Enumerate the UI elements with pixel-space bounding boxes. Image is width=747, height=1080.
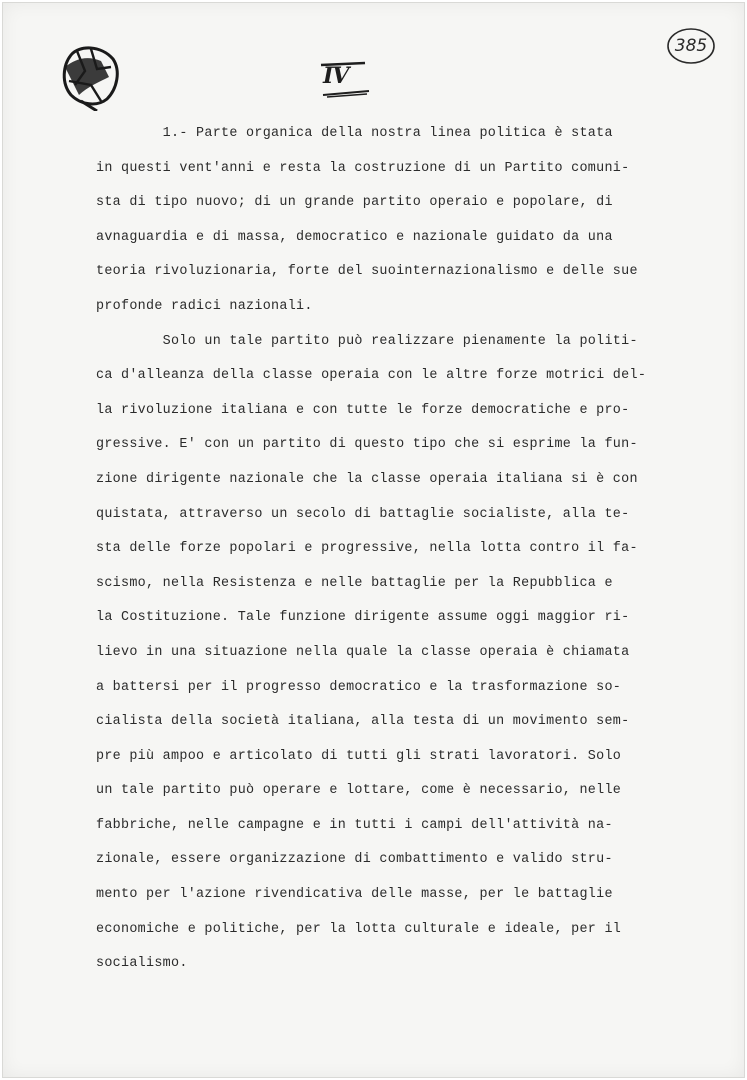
text-line: zione dirigente nazionale che la classe operaia italiana si è con	[96, 471, 638, 487]
paragraph-1	[96, 123, 696, 331]
text-line: Solo un tale partito può realizzare pienamente la politi-	[96, 333, 638, 349]
text-line: sta delle forze popolari e progressive, nella lotta contro il fa-	[96, 541, 638, 557]
text-line: quistata, attraverso un secolo di battaglie socialiste, alla te-	[96, 506, 630, 522]
text-line: sta di tipo nuovo; di un grande partito operaio e popolare, di	[96, 195, 613, 211]
text-line: lievo in una situazione nella quale la classe operaia è chiamata	[96, 644, 630, 660]
section-mark	[319, 59, 373, 101]
text-line: la Costituzione. Tale funzione dirigente assume oggi maggior ri-	[96, 610, 630, 626]
text-line: avnaguardia e di massa, democratico e nazionale guidato da una	[96, 229, 613, 245]
text-line: socialismo.	[96, 956, 188, 972]
document-body	[96, 123, 696, 988]
text-line: scismo, nella Resistenza e nelle battaglie per la Repubblica e	[96, 575, 613, 591]
text-line: gressive. E' con un partito di questo tipo che si esprime la fun-	[96, 437, 638, 453]
ink-stamp-mark	[57, 41, 123, 111]
text-line: in questi vent'anni e resta la costruzione di un Partito comuni-	[96, 160, 630, 176]
page-number-stamp	[665, 25, 717, 67]
text-line: cialista della società italiana, alla testa di un movimento sem-	[96, 714, 630, 730]
text-line: un tale partito può operare e lottare, come è necessario, nelle	[96, 783, 622, 799]
text-line: pre più ampoo e articolato di tutti gli strati lavoratori. Solo	[96, 748, 622, 764]
text-line: mento per l'azione rivendicativa delle masse, per le battaglie	[96, 887, 613, 903]
document-page	[2, 2, 745, 1078]
text-line: zionale, essere organizzazione di combattimento e valido stru-	[96, 852, 613, 868]
text-line: teoria rivoluzionaria, forte del suointernazionalismo e delle sue	[96, 264, 638, 280]
text-line: profonde radici nazionali.	[96, 298, 313, 314]
text-line: fabbriche, nelle campagne e in tutti i campi dell'attività na-	[96, 817, 613, 833]
paragraph-2	[96, 331, 696, 988]
text-line: economiche e politiche, per la lotta culturale e ideale, per il	[96, 921, 622, 937]
section-mark-text: IV	[323, 63, 349, 89]
text-line: a battersi per il progresso democratico e la trasformazione so-	[96, 679, 622, 695]
text-line: ca d'alleanza della classe operaia con le altre forze motrici del-	[96, 368, 647, 384]
text-line: 1.- Parte organica della nostra linea politica è stata	[96, 126, 613, 141]
text-line: la rivoluzione italiana e con tutte le forze democratiche e pro-	[96, 402, 630, 418]
page-number: 385	[674, 36, 708, 56]
